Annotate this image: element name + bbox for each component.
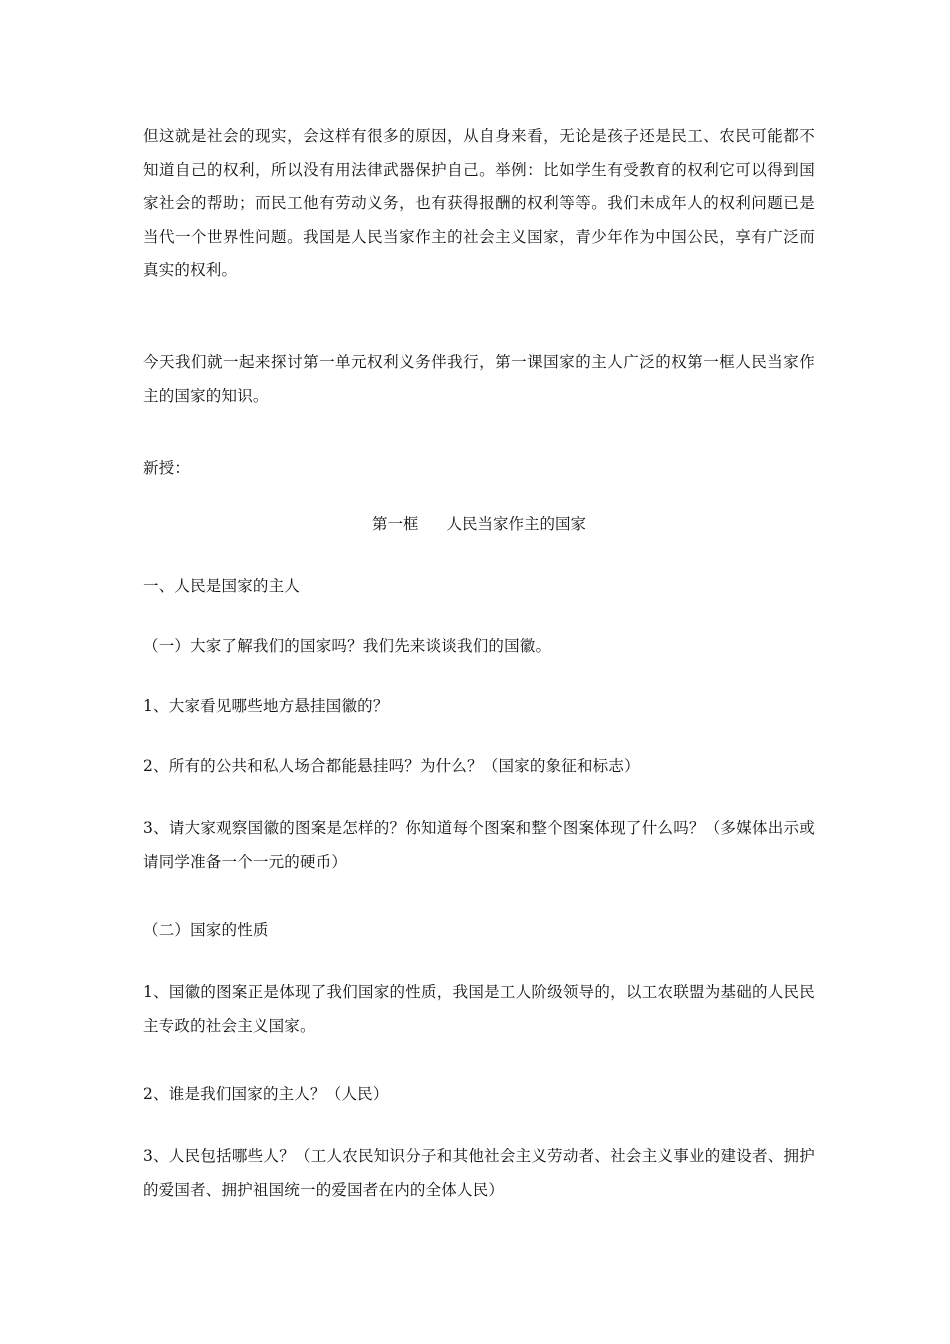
subheading-national-nature: （二）国家的性质: [143, 921, 269, 939]
heading-people-masters: 一、人民是国家的主人: [143, 577, 301, 595]
question-2: 2、所有的公共和私人场合都能悬挂吗？为什么？（国家的象征和标志）: [143, 757, 640, 775]
point-1: 1、国徽的图案正是体现了我们国家的性质，我国是工人阶级领导的，以工农联盟为基础的人民民主专政的社会主义国家。: [143, 983, 815, 1035]
point-2: 2、谁是我们国家的主人？（人民）: [143, 1085, 389, 1103]
subheading-national-emblem: （一）大家了解我们的国家吗？我们先来谈谈我们的国徽。: [143, 637, 552, 655]
paragraph-new-lesson: 新授：: [143, 459, 191, 477]
paragraph-intro: 但这就是社会的现实，会这样有很多的原因，从自身来看，无论是孩子还是民工、农民可能都不知道自己的权利，所以没有用法律武器保护自己。举例：比如学生有受教育的权利它可以得到国家社会的帮助；而民工他有劳动义务，也有获得报酬的权利等等。我们未成年人的权利问题已是当代一个世界性问题。我国是人民当家作主的社会主义国家，青少年作为中国公民，享有广泛而真实的权利。: [143, 127, 815, 280]
question-3: 3、请大家观察国徽的图案是怎样的？你知道每个图案和整个图案体现了什么吗？（多媒体出示或请同学准备一个一元的硬币）: [143, 819, 815, 871]
paragraph-today: 今天我们就一起来探讨第一单元权利义务伴我行，第一课国家的主人广泛的权第一框人民当家作主的国家的知识。: [143, 353, 815, 405]
question-1: 1、大家看见哪些地方悬挂国徽的？: [143, 697, 389, 715]
section-heading: [143, 508, 815, 542]
section-heading-title: 人民当家作主的国家: [446, 515, 587, 533]
section-heading-number: 第一框: [371, 515, 419, 533]
point-3: 3、人民包括哪些人？（工人农民知识分子和其他社会主义劳动者、社会主义事业的建设者、拥护的爱国者、拥护祖国统一的爱国者在内的全体人民）: [143, 1147, 815, 1199]
